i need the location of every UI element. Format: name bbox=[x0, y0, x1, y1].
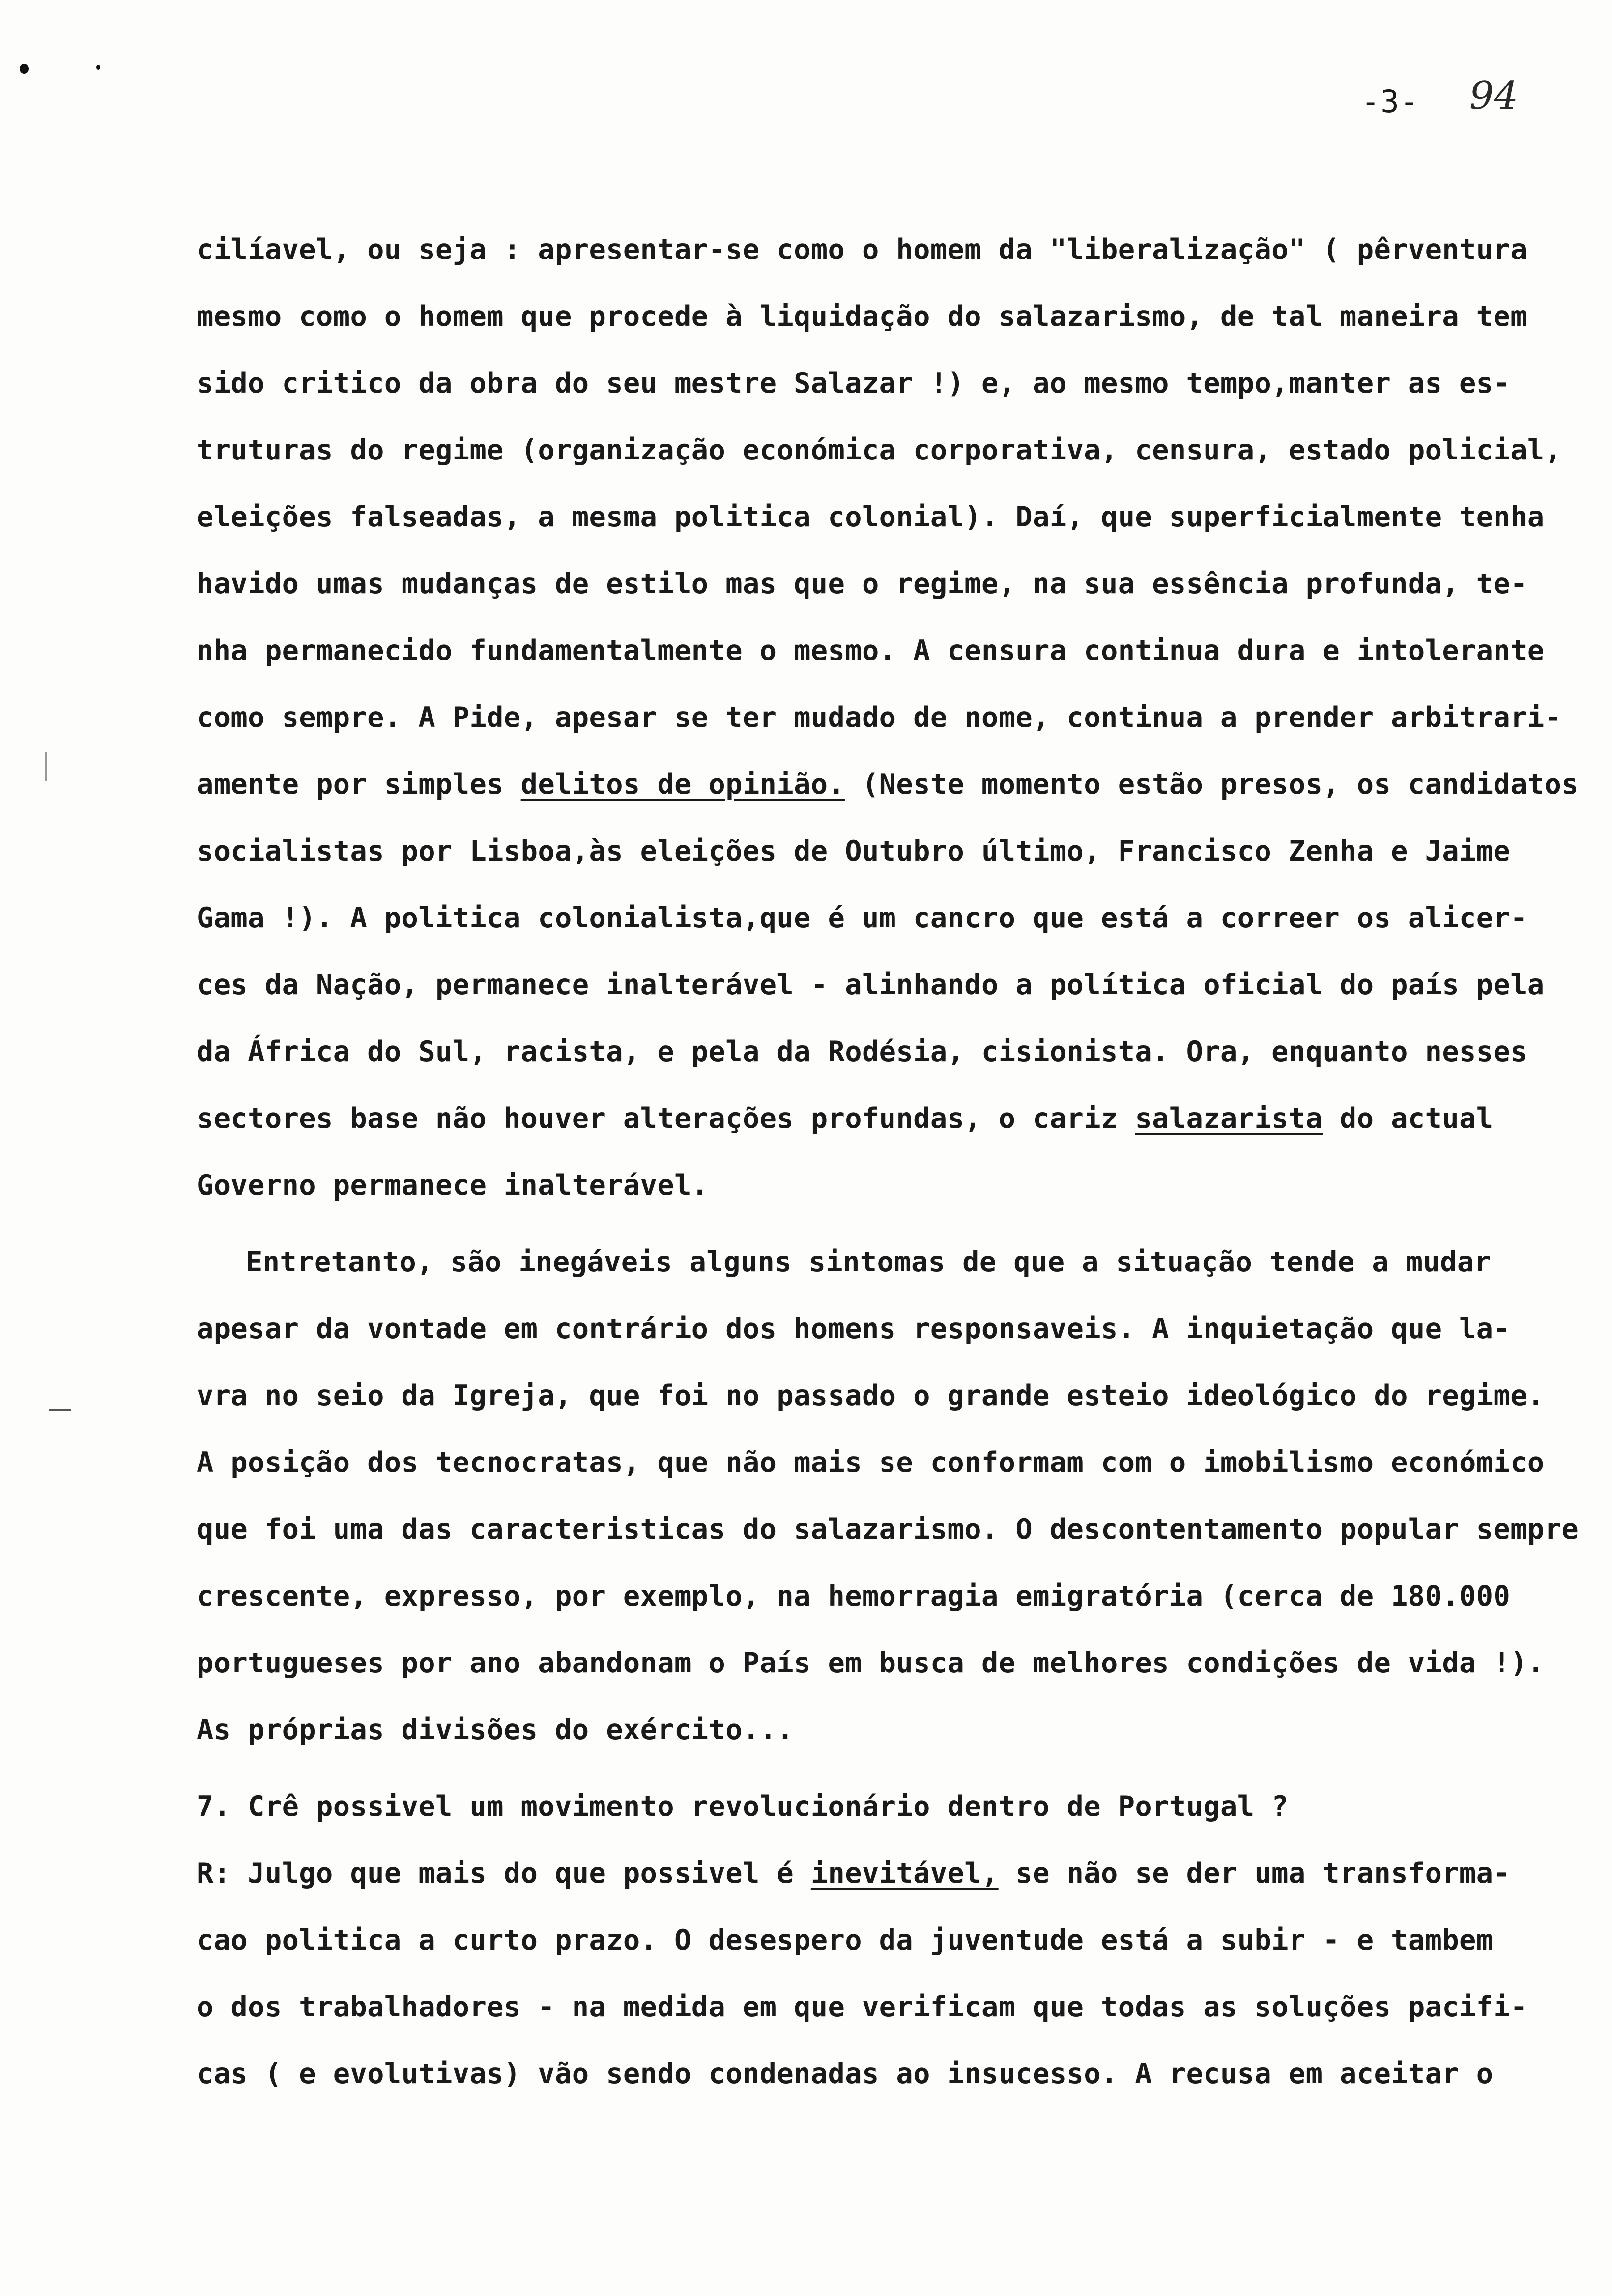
text-line: o dos trabalhadores - na medida em que verificam que todas as soluções pacifi- bbox=[197, 1991, 1527, 2023]
text-line: mesmo como o homem que procede à liquidação do salazarismo, de tal maneira tem bbox=[197, 300, 1527, 333]
paragraph-gap bbox=[197, 1763, 1602, 1773]
margin-tick bbox=[45, 752, 47, 781]
text-segment: do actual bbox=[1323, 1102, 1494, 1135]
paragraph-gap bbox=[197, 1219, 1602, 1229]
underlined-phrase: salazarista bbox=[1135, 1102, 1323, 1135]
text-segment: (Neste momento estão presos, os candidatos bbox=[845, 768, 1579, 801]
underlined-phrase: inevitável, bbox=[810, 1857, 999, 1890]
text-line: vra no seio da Igreja, que foi no passado o grande esteio ideológico do regime. bbox=[197, 1379, 1545, 1412]
text-line: 7. Crê possivel um movimento revolucionário dentro de Portugal ? bbox=[197, 1790, 1289, 1823]
margin-dash bbox=[49, 1409, 71, 1411]
text-line: cas ( e evolutivas) vão sendo condenadas ao insucesso. A recusa em aceitar o bbox=[197, 2058, 1494, 2090]
text-line: socialistas por Lisboa,às eleições de Outubro último, Francisco Zenha e Jaime bbox=[197, 835, 1511, 867]
text-line: Gama !). A politica colonialista,que é um cancro que está a correer os alicer- bbox=[197, 902, 1527, 934]
text-line: truturas do regime (organização económica corporativa, censura, estado policial, bbox=[197, 434, 1562, 466]
text-line: cao politica a curto prazo. O desespero da juventude está a subir - e tambem bbox=[197, 1924, 1494, 1956]
text-line bbox=[197, 1085, 1602, 1152]
text-line: portugueses por ano abandonam o País em busca de melhores condições de vida !). bbox=[197, 1647, 1545, 1679]
text-line: havido umas mudanças de estilo mas que o regime, na sua essência profunda, te- bbox=[197, 568, 1527, 600]
text-line: que foi uma das caracteristicas do salazarismo. O descontentamento popular sempre bbox=[197, 1513, 1579, 1546]
text-line: da África do Sul, racista, e pela da Rodésia, cisionista. Ora, enquanto nesses bbox=[197, 1035, 1527, 1068]
text-line bbox=[197, 1840, 1602, 1907]
text-line: A posição dos tecnocratas, que não mais se conformam com o imobilismo económico bbox=[197, 1446, 1545, 1479]
underlined-phrase: delitos de opinião. bbox=[520, 768, 845, 801]
text-segment: sectores base não houver alterações profundas, o cariz bbox=[197, 1102, 1135, 1135]
text-line: As próprias divisões do exército... bbox=[197, 1714, 794, 1746]
text-segment: se não se der uma transforma- bbox=[998, 1857, 1511, 1890]
text-segment: amente por simples bbox=[197, 768, 521, 801]
page-number: -3- bbox=[1361, 84, 1419, 119]
text-line: nha permanecido fundamentalmente o mesmo. A censura continua dura e intolerante bbox=[197, 634, 1545, 667]
text-line: eleições falseadas, a mesma politica colonial). Daí, que superficialmente tenha bbox=[197, 501, 1545, 533]
ink-speck bbox=[20, 64, 29, 74]
text-line: apesar da vontade em contrário dos homens responsaveis. A inquietação que la- bbox=[197, 1313, 1511, 1345]
text-segment: R: Julgo que mais do que possivel é bbox=[197, 1857, 811, 1890]
body-text bbox=[197, 216, 1602, 2107]
text-line: como sempre. A Pide, apesar se ter mudado de nome, continua a prender arbitrari- bbox=[197, 701, 1562, 734]
text-line: Entretanto, são inegáveis alguns sintomas de que a situação tende a mudar bbox=[246, 1246, 1492, 1278]
text-line: sido critico da obra do seu mestre Salazar !) e, ao mesmo tempo,manter as es- bbox=[197, 367, 1511, 400]
text-line bbox=[197, 751, 1602, 818]
text-line: crescente, expresso, por exemplo, na hemorragia emigratória (cerca de 180.000 bbox=[197, 1580, 1511, 1612]
text-line: cilíavel, ou seja : apresentar-se como o homem da "liberalização" ( pêrventura bbox=[197, 233, 1527, 266]
handwritten-folio-number: 94 bbox=[1469, 74, 1519, 118]
text-line: ces da Nação, permanece inalterável - alinhando a política oficial do país pela bbox=[197, 969, 1545, 1001]
text-line: Governo permanece inalterável. bbox=[197, 1169, 709, 1202]
ink-speck bbox=[96, 65, 100, 70]
